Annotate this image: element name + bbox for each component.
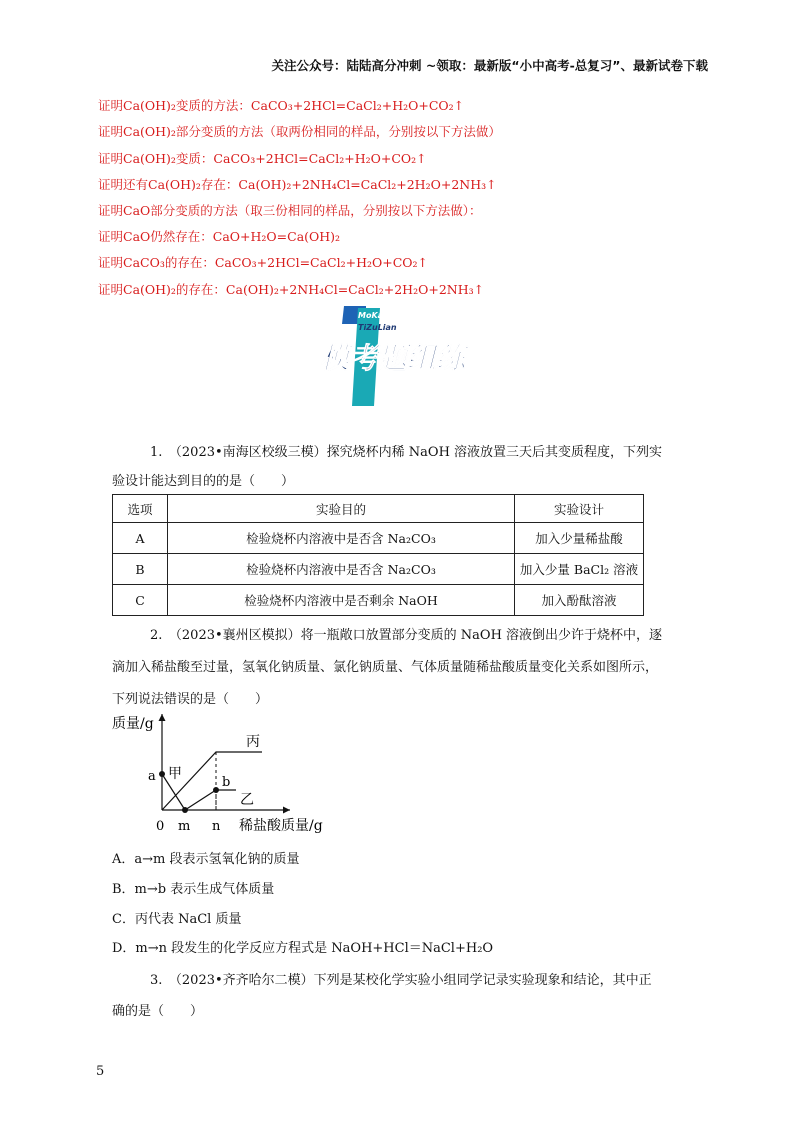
section-logo: [318, 306, 478, 406]
logo-small-2: TiZuLian: [358, 323, 397, 332]
tick-n: n: [212, 819, 221, 834]
table-header: 选项: [113, 495, 168, 523]
table-header: 实验设计: [515, 495, 644, 523]
q1-stem-line2: 验设计能达到目的的是（ ）: [112, 474, 295, 489]
table-cell: A: [113, 523, 168, 554]
experiment-table: [112, 494, 644, 616]
label-origin: 0: [156, 819, 165, 834]
table-cell: 加入少量 BaCl₂ 溶液: [515, 554, 644, 585]
option-a: A．a→m 段表示氢氧化钠的质量: [112, 852, 300, 867]
logo-small-1: MoKao: [358, 311, 389, 320]
table-row: [113, 523, 644, 554]
option-c: C．丙代表 NaCl 质量: [112, 912, 242, 927]
method-line: 证明CaO部分变质的方法（取三份相同的样品，分别按以下方法做）：: [98, 203, 482, 218]
point-a: [159, 771, 165, 777]
method-line: 证明Ca(OH)₂变质的方法：CaCO₃+2HCl=CaCl₂+H₂O+CO₂↑: [98, 98, 465, 113]
label-b: b: [222, 775, 231, 790]
mass-graph: [112, 706, 352, 836]
table-cell: 检验烧杯内溶液中是否含 Na₂CO₃: [168, 523, 515, 554]
method-line: 证明Ca(OH)₂变质：CaCO₃+2HCl=CaCl₂+H₂O+CO₂↑: [98, 151, 427, 166]
table-cell: C: [113, 585, 168, 616]
table-row: [113, 585, 644, 616]
label-jia: 甲: [168, 766, 182, 782]
page-header: 关注公众号：陆陆高分冲刺 ~领取：最新版“小中高考-总复习”、最新试卷下载: [271, 58, 708, 73]
table-cell: 加入少量稀盐酸: [515, 523, 644, 554]
point-b: [213, 787, 219, 793]
table-row: [113, 554, 644, 585]
table-cell: 检验烧杯内溶液中是否含 Na₂CO₃: [168, 554, 515, 585]
y-axis-label: 质量/g: [112, 716, 154, 732]
option-d: D．m→n 段发生的化学反应方程式是 NaOH+HCl＝NaCl+H₂O: [112, 941, 494, 956]
method-line: 证明Ca(OH)₂的存在：Ca(OH)₂+2NH₄Cl=CaCl₂+2H₂O+2NH₃↑: [98, 282, 485, 297]
q2-stem-line2: 滴加入稀盐酸至过量，氢氧化钠质量、氯化钠质量、气体质量随稀盐酸质量变化关系如图所示，: [112, 660, 659, 675]
q2-stem-line1: 2. （2023•襄州区模拟）将一瓶敞口放置部分变质的 NaOH 溶液倒出少许于烧杯中，逐: [150, 628, 663, 643]
x-axis-label: 稀盐酸质量/g: [239, 818, 323, 834]
tick-m: m: [178, 819, 191, 834]
point-m: [182, 807, 188, 813]
option-b: B．m→b 表示生成气体质量: [112, 882, 275, 897]
q2-stem-line3: 下列说法错误的是（ ）: [112, 692, 269, 707]
method-line: 证明还有Ca(OH)₂存在：Ca(OH)₂+2NH₄Cl=CaCl₂+2H₂O+2NH₃↑: [98, 177, 497, 192]
table-header: 实验目的: [168, 495, 515, 523]
table-cell: B: [113, 554, 168, 585]
method-line: 证明Ca(OH)₂部分变质的方法（取两份相同的样品，分别按以下方法做）: [98, 124, 501, 139]
q3-stem-line1: 3. （2023•齐齐哈尔二模）下列是某校化学实验小组同学记录实验现象和结论，其中正: [150, 973, 652, 988]
page-number: 5: [96, 1064, 105, 1079]
label-yi: 乙: [240, 792, 254, 808]
label-a: a: [148, 769, 156, 784]
line-yi: [185, 790, 236, 810]
q1-stem-line1: 1. （2023•南海区校级三模）探究烧杯内稀 NaOH 溶液放置三天后其变质程度，下列实: [150, 445, 663, 460]
label-bing: 丙: [246, 734, 260, 750]
logo-title: 模考题组练: [320, 341, 466, 375]
method-line: 证明CaCO₃的存在：CaCO₃+2HCl=CaCl₂+H₂O+CO₂↑: [98, 255, 429, 270]
method-line: 证明CaO仍然存在：CaO+H₂O=Ca(OH)₂: [98, 229, 341, 244]
table-cell: 检验烧杯内溶液中是否剩余 NaOH: [168, 585, 515, 616]
table-cell: 加入酚酞溶液: [515, 585, 644, 616]
q3-stem-line2: 确的是（ ）: [112, 1004, 204, 1019]
